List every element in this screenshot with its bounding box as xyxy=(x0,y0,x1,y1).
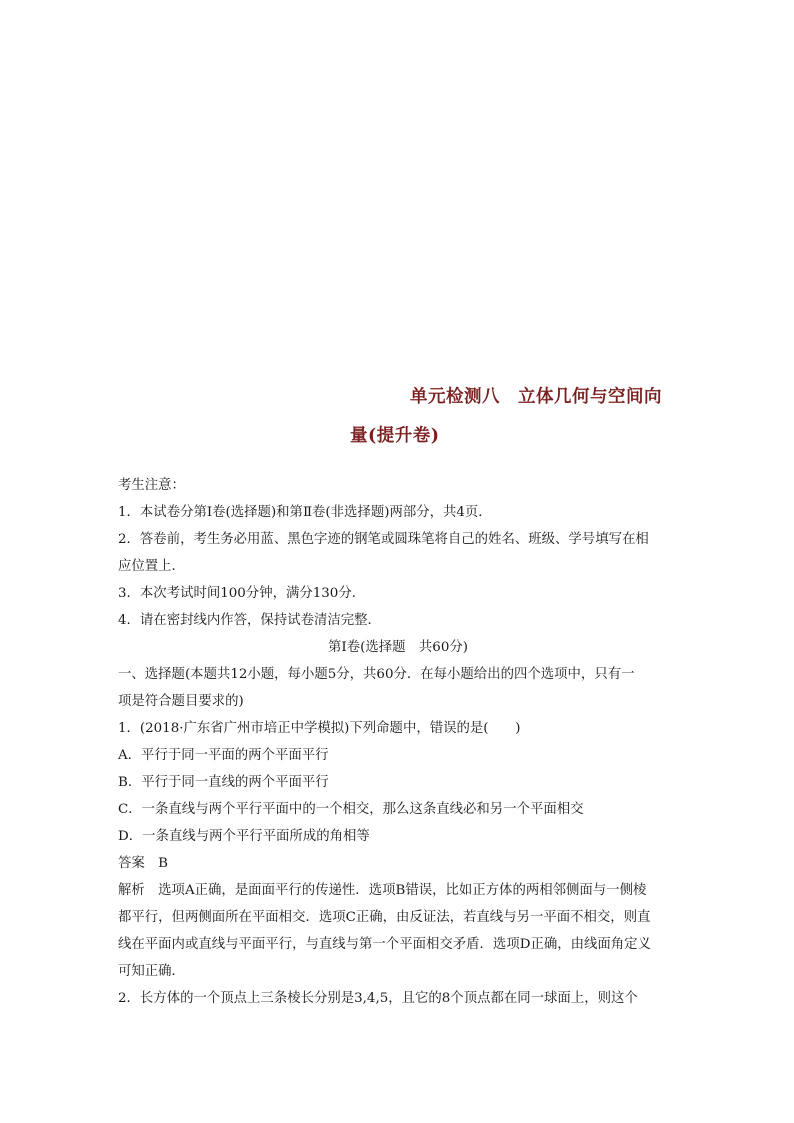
section-title: 第Ⅰ卷(选择题 共60分) xyxy=(328,640,468,655)
question-1-analysis-line3: 线在平面内或直线与平面平行，与直线与第一个平面相交矛盾．选项D正确，由线面角定义 xyxy=(118,937,651,952)
question-1-stem: 1．(2018·广东省广州市培正中学模拟)下列命题中，错误的是( ) xyxy=(118,721,521,736)
question-1-option-c: C．一条直线与两个平行平面中的一个相交，那么这条直线必和另一个平面相交 xyxy=(118,802,584,817)
page-title-line1: 单元检测八 立体几何与空间向 xyxy=(410,387,662,407)
question-1-analysis-line1: 解析 选项A正确，是面面平行的传递性．选项B错误，比如正方体的两相邻侧面与一侧棱 xyxy=(118,883,647,898)
question-1-analysis-line4: 可知正确． xyxy=(118,964,185,979)
notice-heading: 考生注意： xyxy=(118,478,185,493)
question-1-option-b: B．平行于同一直线的两个平面平行 xyxy=(118,775,329,790)
page-title-line2: 量(提升卷) xyxy=(350,426,440,446)
notice-item-4: 4．请在密封线内作答，保持试卷清洁完整． xyxy=(118,613,381,628)
notice-item-1: 1．本试卷分第Ⅰ卷(选择题)和第Ⅱ卷(非选择题)两部分，共4页． xyxy=(118,505,492,520)
notice-item-2: 2．答卷前，考生务必用蓝、黑色字迹的钢笔或圆珠笔将自己的姓名、班级、学号填写在相 xyxy=(118,532,649,547)
question-2-stem: 2．长方体的一个顶点上三条棱长分别是3,4,5，且它的8个顶点都在同一球面上，则这个 xyxy=(118,991,638,1006)
question-1-answer: 答案 B xyxy=(118,856,169,871)
document-body xyxy=(118,472,678,1012)
section-intro-line1: 一、选择题(本题共12小题，每小题5分，共60分．在每小题给出的四个选项中，只有一 xyxy=(118,667,635,682)
question-1-analysis-line2: 都平行，但两侧面所在平面相交．选项C正确，由反证法，若直线与另一平面不相交，则直 xyxy=(118,910,651,925)
section-intro-line2: 项是符合题目要求的) xyxy=(118,694,244,709)
notice-item-2-cont: 应位置上． xyxy=(118,559,185,574)
question-1-option-d: D．一条直线与两个平行平面所成的角相等 xyxy=(118,829,370,844)
notice-item-3: 3．本次考试时间100分钟，满分130分． xyxy=(118,586,366,601)
question-1-option-a: A．平行于同一平面的两个平面平行 xyxy=(118,748,329,763)
